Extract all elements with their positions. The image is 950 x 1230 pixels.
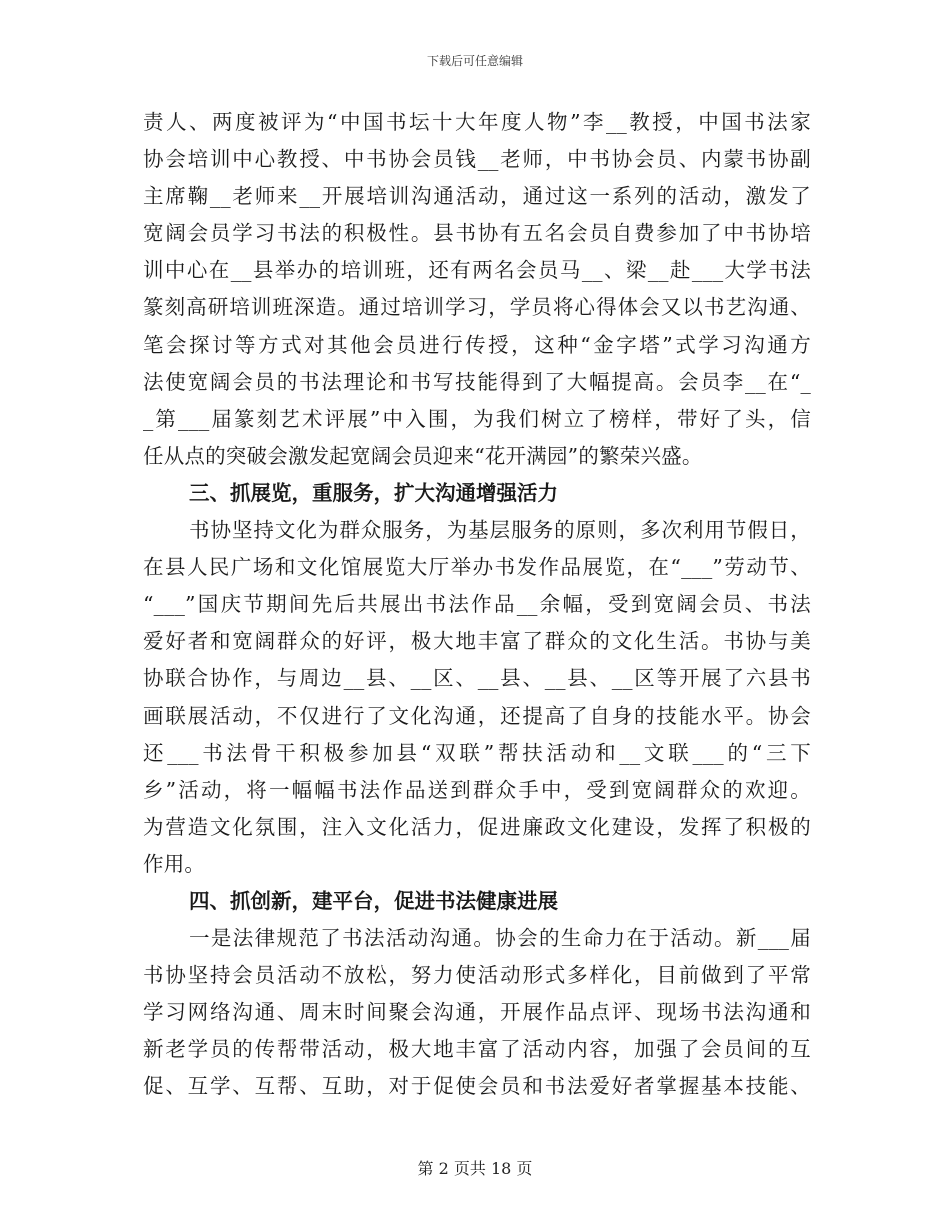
text-line: _第___届篆刻艺术评展”中入围，为我们树立了榜样，带好了头，信 (143, 406, 811, 431)
text-line: 一是法律规范了书法活动沟通。协会的生命力在于活动。新___届 (189, 926, 811, 951)
page-header-note: 下载后可任意编辑 (426, 54, 523, 68)
paragraph-innovation (143, 920, 811, 1105)
section-heading-innovation: 四、抓创新，建平台，促进书法健康进展 (189, 888, 558, 913)
text-line: 责人、两度被评为“中国书坛十大年度人物”李__教授，中国书法家 (143, 110, 811, 134)
text-line: 主席鞠__老师来__开展培训沟通活动，通过这一系列的活动，激发了 (143, 184, 811, 209)
paragraph-continuation (143, 104, 811, 475)
section-heading-exhibitions: 三、抓展览，重服务，扩大沟通增强活力 (189, 480, 558, 505)
paragraph-exhibitions (143, 512, 811, 883)
text-line: 乡”活动，将一幅幅书法作品送到群众手中，受到宽阔群众的欢迎。 (143, 777, 811, 802)
text-line: 爱好者和宽阔群众的好评，极大地丰富了群众的文化生活。书协与美 (143, 629, 811, 654)
text-line: 协会培训中心教授、中书协会员钱__老师，中书协会员、内蒙书协副 (143, 147, 811, 172)
text-line: “___”国庆节期间先后共展出书法作品__余幅，受到宽阔会员、书法 (143, 592, 811, 617)
text-line: 笔会探讨等方式对其他会员进行传授，这种“金字塔”式学习沟通方 (143, 332, 811, 357)
text-line: 还___书法骨干积极参加县“双联”帮扶活动和__文联___的“三下 (143, 740, 811, 765)
text-line: 学习网络沟通、周末时间聚会沟通，开展作品点评、现场书法沟通和 (143, 1000, 811, 1025)
document-body (143, 104, 811, 1106)
text-line: 协联合协作，与周边__县、__区、__县、__县、__区等开展了六县书 (143, 666, 811, 691)
text-line: 在县人民广场和文化馆展览大厅举办书发作品展览，在“___”劳动节、 (143, 555, 811, 580)
text-line: 法使宽阔会员的书法理论和书写技能得到了大幅提高。会员李__在“_ (143, 369, 811, 394)
text-line: 训中心在__县举办的培训班，还有两名会员马__、梁__赴___大学书法 (143, 258, 811, 283)
text-line: 书协坚持文化为群众服务，为基层服务的原则，多次利用节假日， (189, 518, 811, 543)
text-line: 新老学员的传帮带活动，极大地丰富了活动内容，加强了会员间的互 (143, 1037, 811, 1062)
page-number: 第 2 页共 18 页 (417, 1159, 533, 1178)
text-line: 促、互学、互帮、互助，对于促使会员和书法爱好者掌握基本技能、 (143, 1074, 811, 1099)
text-line: 任从点的突破会激发起宽阔会员迎来“花开满园”的繁荣兴盛。 (143, 443, 703, 468)
text-line: 为营造文化氛围，注入文化活力，促进廉政文化建设，发挥了积极的 (143, 814, 811, 839)
text-line: 作用。 (143, 851, 206, 876)
text-line: 宽阔会员学习书法的积极性。县书协有五名会员自费参加了中书协培 (143, 221, 811, 246)
text-line: 画联展活动，不仅进行了文化沟通，还提高了自身的技能水平。协会 (143, 703, 811, 728)
text-line: 书协坚持会员活动不放松，努力使活动形式多样化，目前做到了平常 (143, 963, 811, 988)
text-line: 篆刻高研培训班深造。通过培训学习，学员将心得体会又以书艺沟通、 (143, 295, 811, 320)
